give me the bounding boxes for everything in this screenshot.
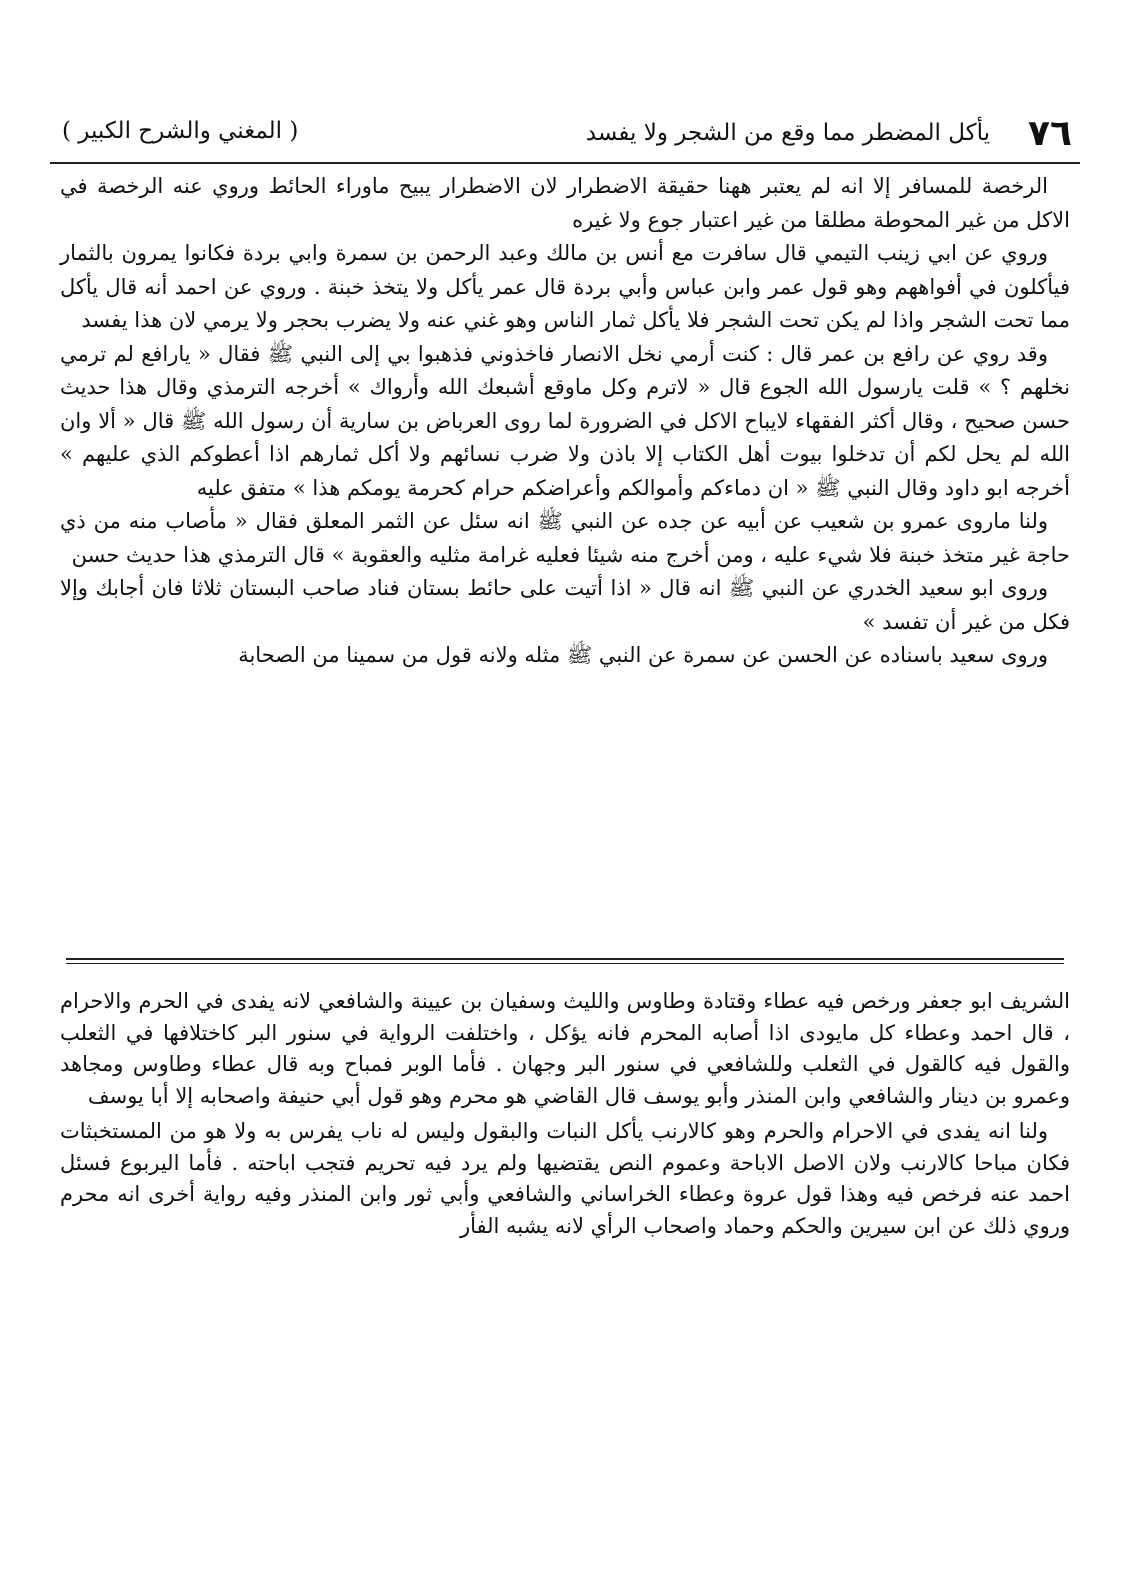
header-rule bbox=[50, 162, 1080, 164]
commentary-text bbox=[50, 986, 1080, 1406]
main-paragraph: وروي عن ابي زينب التيمي قال سافرت مع أنس بن مالك وعبد الرحمن بن سمرة وابي بردة فكانوا يمرون بالثمار فيأكلون في أفواههم وهو قول عمر وابن عباس وأبي بردة قال عمر يأكل ولا يتخذ خبنة . وروي عن احمد أنه قال يأكل مما تحت الشجر واذا لم يكن تحت الشجر فلا يأكل ثمار الناس وهو غني عنه ولا يضرب بحجر ولا يرمي لان هذا يفسد bbox=[60, 241, 1070, 332]
page-header bbox=[50, 108, 1080, 158]
main-text bbox=[50, 170, 1080, 950]
book-page bbox=[50, 108, 1080, 1406]
commentary-paragraph: ولنا انه يفدى في الاحرام والحرم وهو كالارنب يأكل النبات والبقول وليس له ناب يفرس به ولا هو من المستخبثات فكان مباحا كالارنب ولان الاصل الاباحة وعموم النص يقتضيها ولم يرد فيه تحريم فتجب اباحته . فأما اليربوع فسئل احمد عنه فرخص فيه وهذا قول عروة وعطاء الخراساني والشافعي وأبي ثور وابن المنذر وفيه رواية أخرى انه محرم وروي ذلك عن ابن سيرين والحكم وحماد واصحاب الرأي لانه يشبه الفأر bbox=[60, 1119, 1070, 1238]
section-separator bbox=[66, 958, 1064, 964]
main-paragraph: وروى سعيد باسناده عن الحسن عن سمرة عن النبي ﷺ مثله ولانه قول من سمينا من الصحابة bbox=[238, 643, 1048, 667]
commentary-paragraph: الشريف ابو جعفر ورخص فيه عطاء وقتادة وطاوس والليث وسفيان بن عيينة والشافعي لانه يفدى في الحرم والاحرام ، قال احمد وعطاء كل مايودى اذا أصابه المحرم فانه يؤكل ، واختلفت الرواية في سنور البر كاختلافها في الثعلب والقول فيه كالقول في الثعلب وللشافعي في سنور البر وجهان . فأما الوبر فمباح وبه قال عطاء وطاوس ومجاهد وعمرو بن دينار والشافعي وابن المنذر وأبو يوسف قال القاضي هو محرم وهو قول أبي حنيفة واصحابه إلا أبا يوسف bbox=[60, 989, 1070, 1108]
main-paragraph: وقد روي عن رافع بن عمر قال : كنت أرمي نخل الانصار فاخذوني فذهبوا بي إلى النبي ﷺ فقال « يارافع لم ترمي نخلهم ؟ » قلت يارسول الله الجوع قال « لاترم وكل ماوقع أشبعك الله وأرواك » أخرجه الترمذي وقال هذا حديث حسن صحيح ، وقال أكثر الفقهاء لايباح الاكل في الضرورة لما روى العرباض بن سارية أن رسول الله ﷺ قال « ألا وان الله لم يحل لكم أن تدخلوا بيوت أهل الكتاب إلا باذن ولا ضرب نسائهم ولا أكل ثمارهم اذا أعطوكم الذي عليهم » أخرجه ابو داود وقال النبي ﷺ « ان دماءكم وأموالكم وأعراضكم حرام كحرمة يومكم هذا » متفق عليه bbox=[60, 341, 1070, 500]
main-paragraph: الرخصة للمسافر إلا انه لم يعتبر ههنا حقيقة الاضطرار لان الاضطرار يبيح ماوراء الحائط وروي عنه الرخصة في الاكل من غير المحوطة مطلقا من غير اعتبار جوع ولا غيره bbox=[60, 174, 1070, 232]
page-number: ٧٦ bbox=[1028, 112, 1072, 154]
book-title: ( المغني والشرح الكبير ) bbox=[62, 118, 299, 144]
main-paragraph: ولنا ماروى عمرو بن شعيب عن أبيه عن جده عن النبي ﷺ انه سئل عن الثمر المعلق فقال « مأصاب منه من ذي حاجة غير متخذ خبنة فلا شيء عليه ، ومن أخرج منه شيئا فعليه غرامة مثليه والعقوبة » قال الترمذي هذا حديث حسن bbox=[60, 509, 1070, 567]
running-title: يأكل المضطر مما وقع من الشجر ولا يفسد bbox=[585, 120, 991, 146]
main-paragraph: وروى ابو سعيد الخدري عن النبي ﷺ انه قال « اذا أتيت على حائط بستان فناد صاحب البستان ثلاثا فان أجابك وإلا فكل من غير أن تفسد » bbox=[60, 576, 1070, 634]
